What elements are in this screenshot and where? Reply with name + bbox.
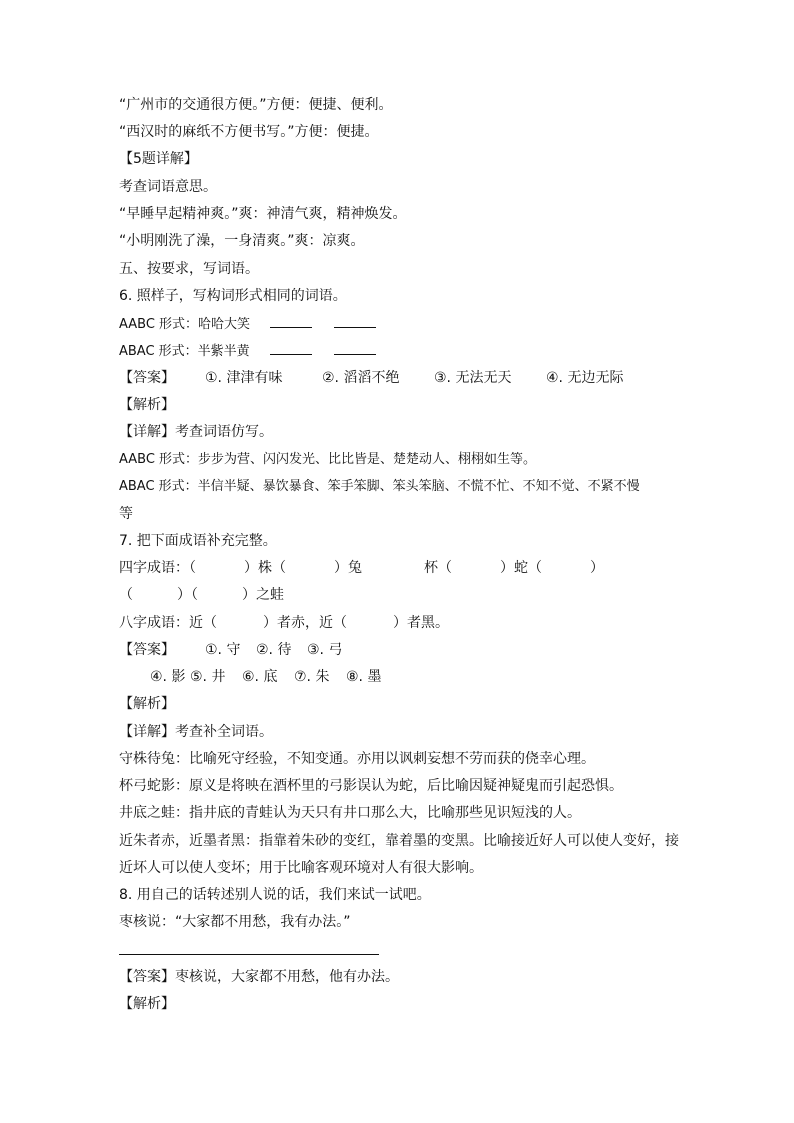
answer-blank [270, 341, 312, 355]
answer-blank [334, 341, 376, 355]
answer-item: ③. 无法无天 [434, 370, 512, 386]
q7-text: ）兔 [334, 560, 362, 576]
answer-item: ①. 守 [205, 642, 241, 658]
answer-item: ③. 弓 [307, 642, 343, 658]
section-heading: 【解析】 [119, 996, 175, 1012]
text-line: AABC 形式：步步为营、闪闪发光、比比皆是、楚楚动人、栩栩如生等。 [119, 452, 537, 467]
text-line: 守株待兔：比喻死守经验，不知变通。亦用以讽刺妄想不劳而获的侥幸心理。 [119, 751, 595, 767]
q7-answer-row-2 [150, 668, 381, 686]
answer-item: ⑥. 底 [242, 669, 278, 685]
section-heading: 【解析】 [119, 397, 175, 413]
question-title: 8. 用自己的话转述别人说的话，我们来试一试吧。 [119, 887, 431, 903]
answer-item: ②. 待 [256, 642, 292, 658]
text-line: 【详解】考查补全词语。 [119, 724, 273, 740]
text-line: “西汉时的麻纸不方便书写。”方便：便捷。 [119, 124, 379, 140]
answer-item: ⑦. 朱 [294, 669, 330, 685]
answer-label: 【答案】 [119, 642, 175, 658]
answer-item: ④. 无边无际 [546, 370, 624, 386]
answer-rule-line [119, 954, 379, 955]
section-heading: 五、按要求，写词语。 [119, 261, 259, 277]
q7-answer-row-1 [119, 641, 342, 659]
q7-text: ）蛇（ [500, 560, 542, 576]
text-line: 近坏人可以使人变坏；用于比喻客观环境对人有很大影响。 [119, 860, 483, 876]
answer-blank [334, 314, 376, 328]
text-line: 【详解】考查词语仿写。 [119, 424, 273, 440]
aabc-row [119, 314, 376, 334]
q7-text: 杯（ [424, 560, 452, 576]
q7-row-3 [119, 614, 449, 632]
section-heading: 【解析】 [119, 696, 175, 712]
q7-text: ）者赤，近（ [263, 615, 347, 631]
text-line: “小明刚洗了澡，一身清爽。”爽：凉爽。 [119, 233, 365, 249]
text-line: 考查词语意思。 [119, 179, 217, 195]
q7-text: ）之蛙 [242, 587, 284, 603]
section-heading: 【5题详解】 [119, 151, 198, 167]
q7-row-2 [119, 586, 284, 604]
answer-item: ①. 津津有味 [205, 370, 283, 386]
question-title: 7. 把下面成语补充完整。 [119, 533, 277, 549]
text-line: ABAC 形式：半信半疑、暴饮暴食、笨手笨脚、笨头笨脑、不慌不忙、不知不觉、不紧不慢 [119, 479, 640, 494]
text-line: 井底之蛙：指井底的青蛙认为天只有井口那么大，比喻那些见识短浅的人。 [119, 805, 581, 821]
q7-text: （ [119, 587, 133, 603]
text-line: 杯弓蛇影：原义是将映在酒杯里的弓影误认为蛇，后比喻因疑神疑鬼而引起恐惧。 [119, 778, 623, 794]
q7-text: ）者黑。 [393, 615, 449, 631]
text-line: 【答案】枣核说，大家都不用愁，他有办法。 [119, 969, 399, 985]
q7-text: 四字成语：（ [119, 560, 196, 576]
answer-blank [270, 314, 312, 328]
q7-text: ）（ [177, 587, 198, 603]
text-line: “早睡早起精神爽。”爽：神清气爽，精神焕发。 [119, 206, 407, 222]
text-line: 近朱者赤，近墨者黑：指靠着朱砂的变红，靠着墨的变黑。比喻接近好人可以使人变好，接 [119, 833, 679, 849]
q6-answer-row [119, 369, 623, 387]
answer-label: 【答案】 [119, 370, 175, 386]
q7-text: ）株（ [244, 560, 286, 576]
question-title: 6. 照样子，写构词形式相同的词语。 [119, 288, 347, 304]
q7-text: ） [590, 560, 604, 576]
abac-row [119, 341, 376, 361]
q7-text: 八字成语：近（ [119, 615, 217, 631]
q7-row-1 [119, 559, 604, 577]
text-line: 枣核说：“大家都不用愁，我有办法。” [119, 914, 351, 930]
answer-item: ④. 影 [150, 669, 186, 685]
answer-item: ⑧. 墨 [346, 669, 382, 685]
answer-item: ⑤. 井 [190, 669, 226, 685]
abac-label: ABAC 形式：半紫半黄 [119, 344, 250, 359]
aabc-label: AABC 形式：哈哈大笑 [119, 317, 251, 332]
answer-item: ②. 滔滔不绝 [322, 370, 400, 386]
text-line: 等 [119, 506, 133, 522]
text-line: “广州市的交通很方便。”方便：便捷、便利。 [119, 97, 393, 113]
